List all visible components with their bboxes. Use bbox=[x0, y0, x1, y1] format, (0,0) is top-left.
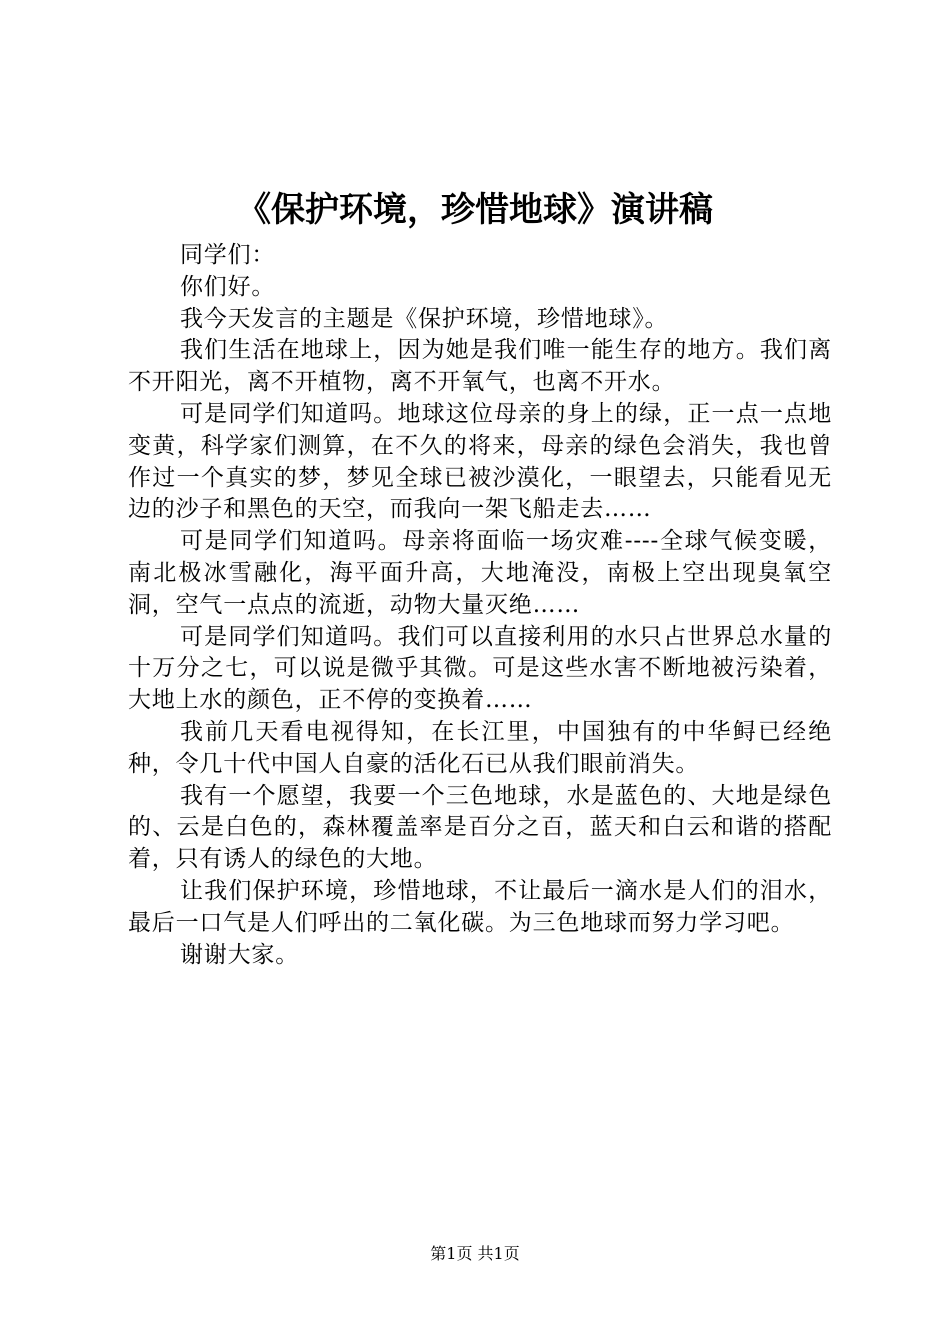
paragraph-wish: 我有一个愿望，我要一个三色地球，水是蓝色的、大地是绿色的、云是白色的，森林覆盖率是百分之百，蓝天和白云和谐的搭配着，只有诱人的绿色的大地。 bbox=[128, 782, 832, 873]
paragraph-thanks: 谢谢大家。 bbox=[180, 941, 299, 968]
paragraph-greeting: 同学们： bbox=[180, 242, 276, 268]
paragraph-water: 可是同学们知道吗。我们可以直接利用的水只占世界总水量的十万分之七，可以说是微乎其微。可是这些水害不断地被污染着，大地上水的颜色，正不停的变换着…… bbox=[128, 623, 832, 714]
paragraph-topic: 我今天发言的主题是《保护环境，珍惜地球》。 bbox=[180, 305, 669, 332]
page-number-footer: 第1页 共1页 bbox=[430, 1244, 520, 1263]
paragraph-call-to-action: 让我们保护环境，珍惜地球，不让最后一滴水是人们的泪水，最后一口气是人们呼出的二氧化碳。为三色地球而努力学习吧。 bbox=[128, 877, 832, 936]
document-title: 《保护环境，珍惜地球》演讲稿 bbox=[237, 190, 713, 230]
paragraph-sturgeon: 我前几天看电视得知，在长江里，中国独有的中华鲟已经绝种，令几十代中国人自豪的活化石已从我们眼前消失。 bbox=[128, 718, 832, 777]
paragraph-green: 可是同学们知道吗。地球这位母亲的身上的绿，正一点一点地变黄，科学家们测算，在不久的将来，母亲的绿色会消失，我也曾作过一个真实的梦，梦见全球已被沙漠化，一眼望去，只能看见无边的沙子和黑色的天空，而我向一架飞船走去…… bbox=[128, 400, 832, 523]
paragraph-earth: 我们生活在地球上，因为她是我们唯一能生存的地方。我们离不开阳光，离不开植物，离不开氧气，也离不开水。 bbox=[128, 337, 832, 396]
paragraph-hello: 你们好。 bbox=[180, 273, 276, 300]
document-body bbox=[128, 240, 832, 971]
paragraph-climate: 可是同学们知道吗。母亲将面临一场灾难----全球气候变暖，南北极冰雪融化，海平面升高，大地淹没，南极上空出现臭氧空洞，空气一点点的流逝，动物大量灭绝…… bbox=[128, 528, 832, 618]
